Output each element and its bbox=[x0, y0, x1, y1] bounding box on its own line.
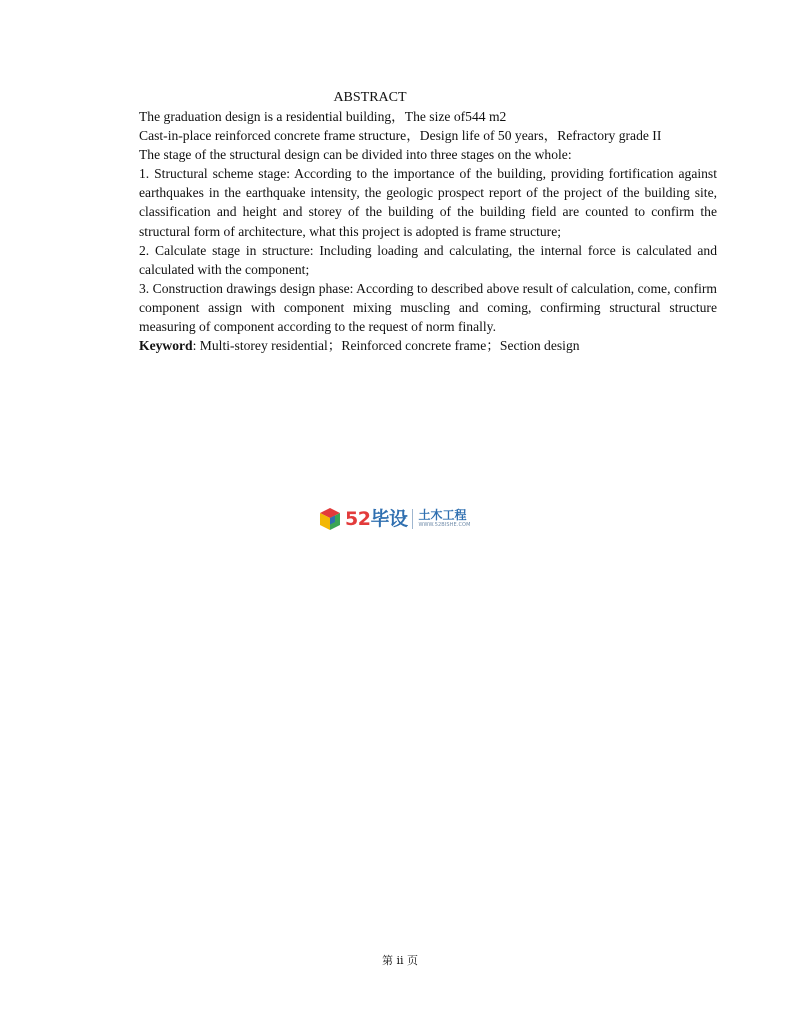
intro-line-2: Cast-in-place reinforced concrete frame structure，Design life of 50 years，Refractory grade II bbox=[139, 128, 662, 144]
intro-line-3: The stage of the structural design can be divided into three stages on the whole: bbox=[139, 147, 572, 163]
keyword-line bbox=[139, 336, 717, 355]
logo-name: 毕设 bbox=[370, 508, 408, 530]
abstract-title: ABSTRACT bbox=[333, 90, 407, 105]
logo-subtitle bbox=[418, 509, 470, 529]
stage-paragraph-3: 3. Construction drawings design phase: According to described above result of calculation, come, confirm component assign with component mixing muscling and coming, confirming structural structure measuring of component according to the request of norm finally. bbox=[139, 280, 717, 335]
logo-url: WWW.52BISHE.COM bbox=[418, 522, 471, 528]
stage-paragraph-2: 2. Calculate stage in structure: Including loading and calculating, the internal force is calculated and calculated with the component; bbox=[139, 242, 717, 277]
logo-wordmark bbox=[345, 507, 407, 531]
logo-divider bbox=[412, 509, 413, 529]
page-number-footer: 第 ii 页 bbox=[381, 954, 419, 967]
watermark-logo bbox=[318, 504, 484, 534]
keyword-label: Keyword bbox=[139, 338, 193, 354]
abstract-body bbox=[139, 107, 717, 355]
keyword-text: : Multi-storey residential；Reinforced concrete frame；Section design bbox=[192, 338, 580, 354]
stage-paragraph-1: 1. Structural scheme stage: According to the importance of the building, providing fortification against earthquakes in the earthquake intensity, the geologic prospect report of the project of the building site, classification and height and storey of the building of the building field are counted to confirm the structural form of architecture, what this project is adopted is frame structure; bbox=[139, 166, 717, 239]
logo-subtitle-cn: 土木工程 bbox=[418, 508, 467, 522]
logo-cube-icon bbox=[318, 507, 342, 531]
intro-line-1: The graduation design is a residential building，The size of544 m2 bbox=[139, 109, 507, 124]
logo-number: 52 bbox=[345, 508, 371, 530]
